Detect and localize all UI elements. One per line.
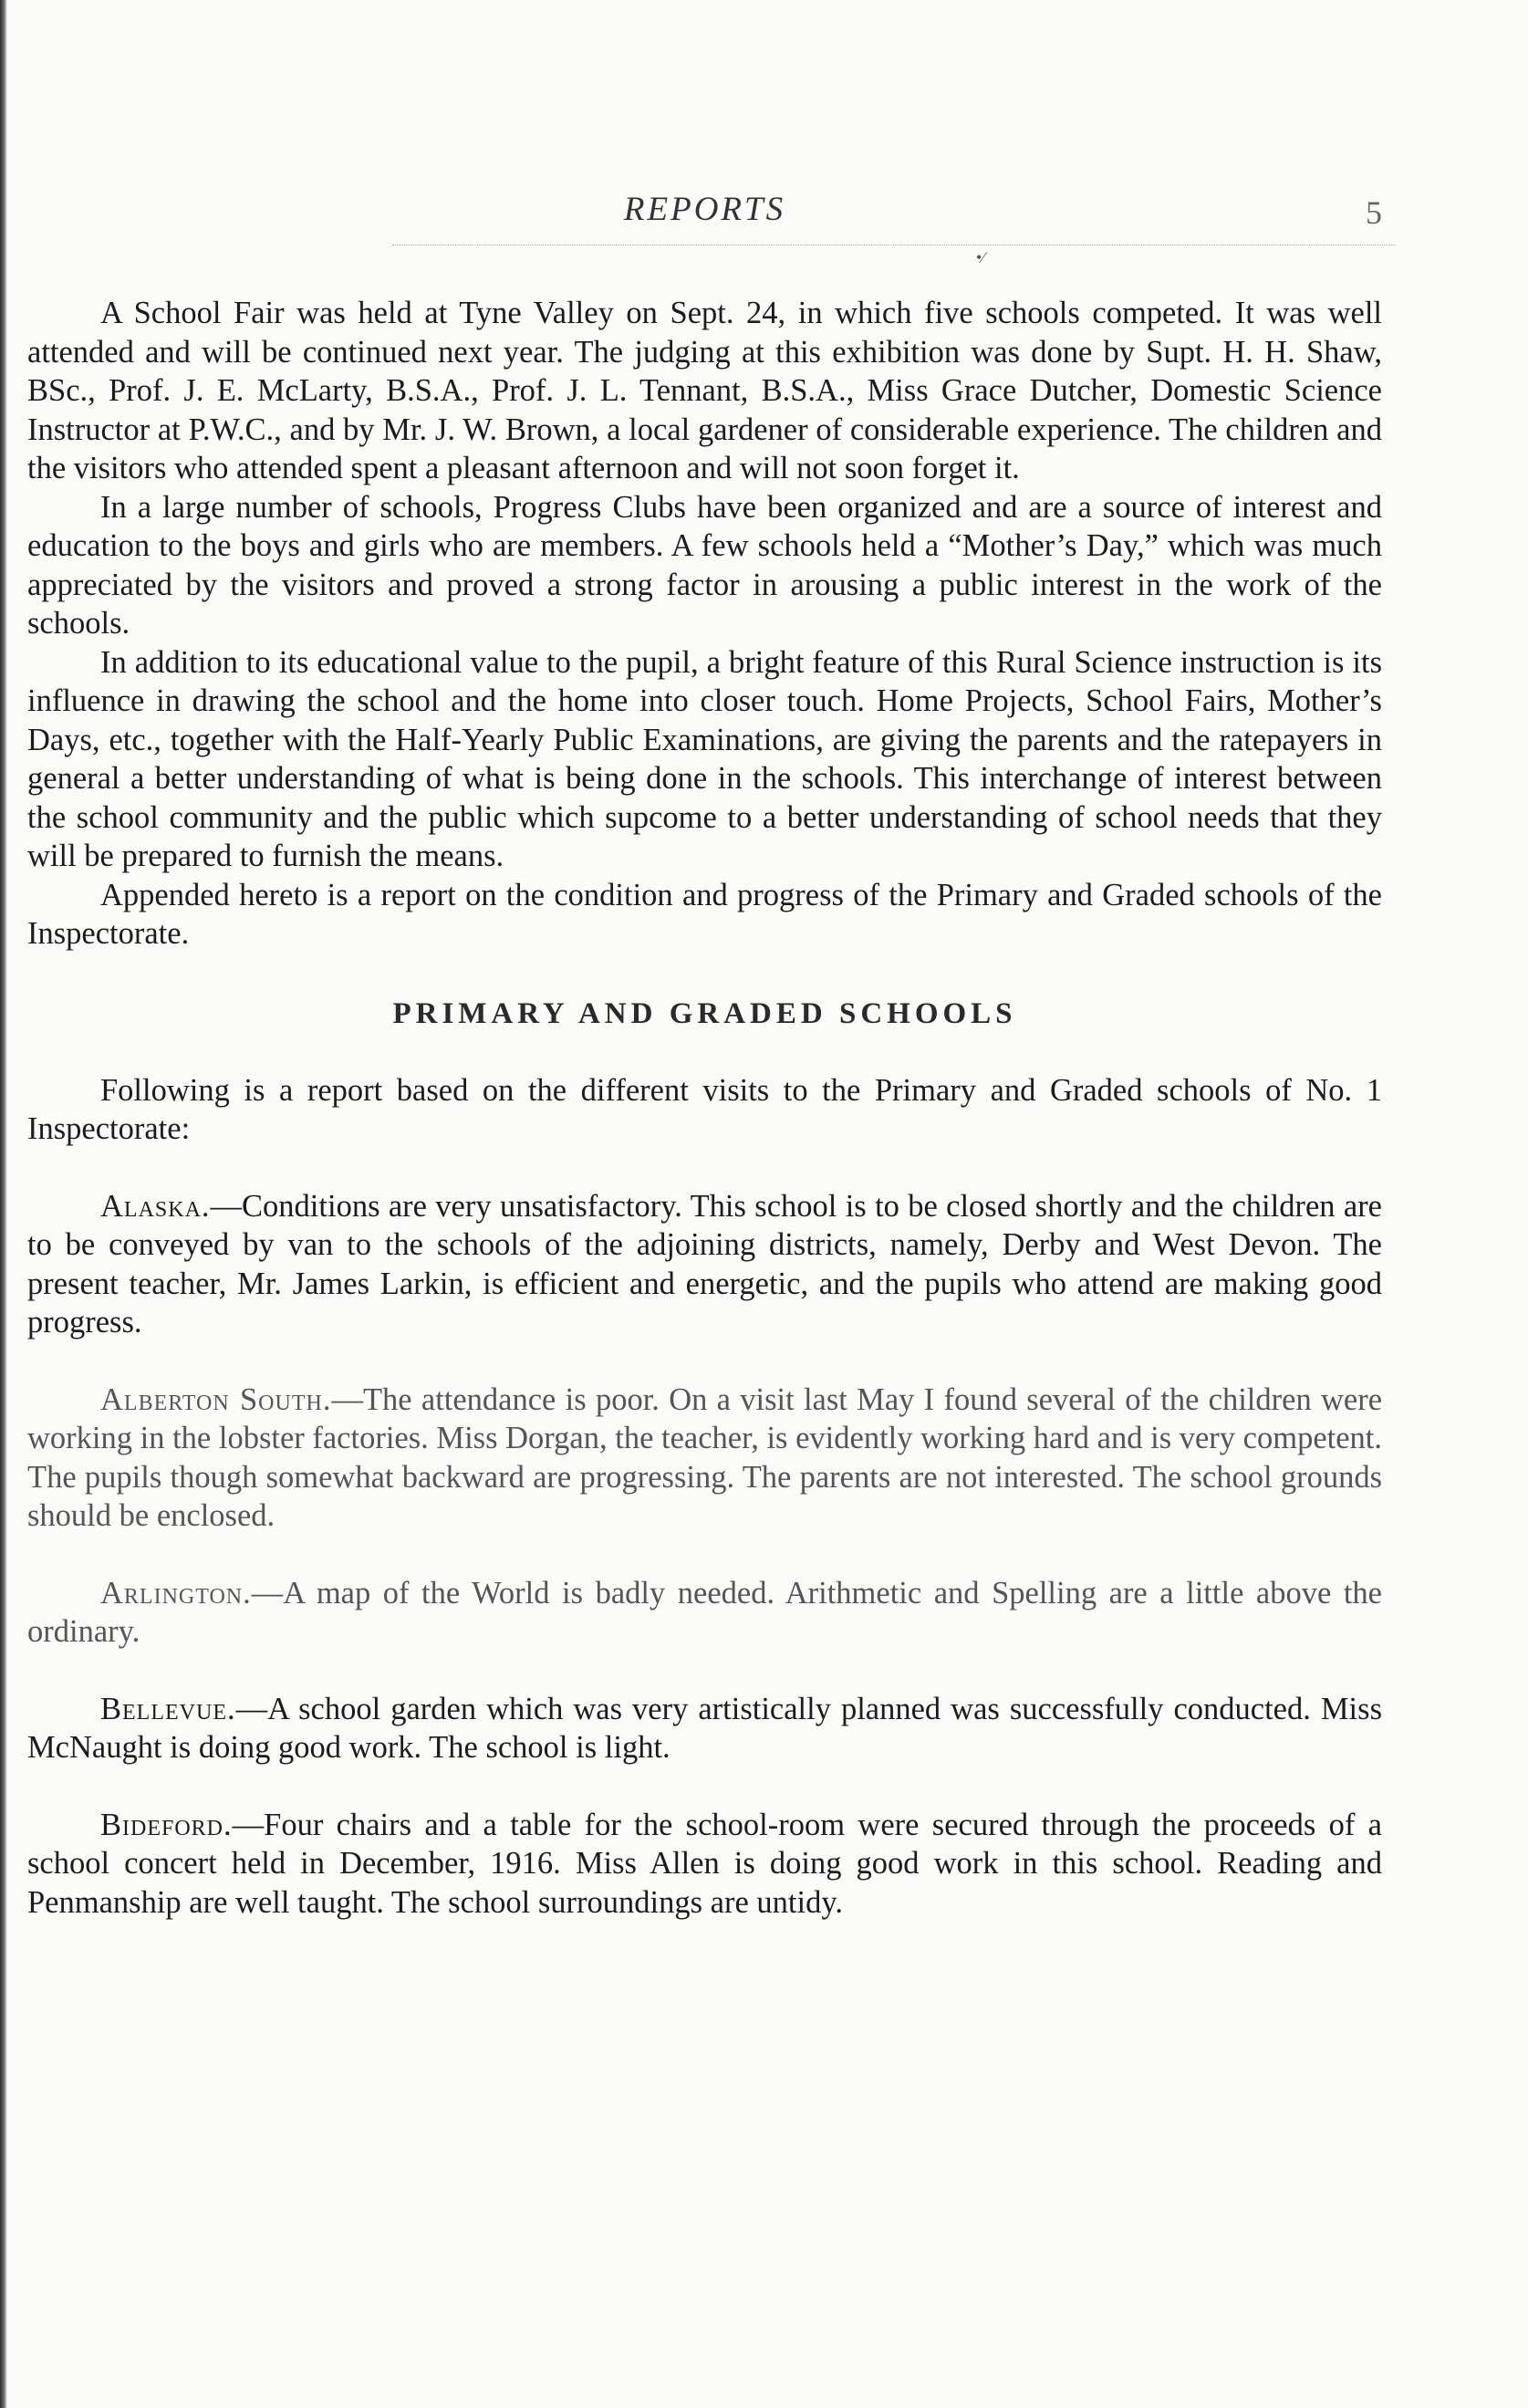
section-lead: Following is a report based on the different visits to the Primary and Graded schools of No. 1 Inspectorate: [27,1072,1382,1146]
school-entry-arlington [27,1574,1382,1652]
school-name: Bideford. [100,1807,233,1842]
intro-paragraph-1: A School Fair was held at Tyne Valley on Sept. 24, in which five schools competed. It was well attended and will be continued next year. The judging at this exhibition was done by Supt. H. H. Shaw, BSc., Prof. J. E. McLarty, B.S.A., Prof. J. L. Tennant, B.S.A., Miss Grace Dutcher, Domestic Science Instructor at P.W.C., and by Mr. J. W. Brown, a local gardener of considerable experience. The children and the visitors who attended spent a pleasant afternoon and will not soon forget it. [27,296,1382,485]
running-title: REPORTS [623,191,786,228]
school-entry-alaska [27,1187,1382,1342]
intro-paragraph-3: In addition to its educational value to the pupil, a bright feature of this Rural Science instruction is its influence in drawing the school and the home into closer touch. Home Projects, School Fairs, Mother’s Days, etc., together with the Half-Yearly Public Examinations, are giving the parents and the ratepayers in general a better understanding of what is being done in the schools. This interchange of interest between the school community and the public which supcome to a better understanding of school needs that they will be prepared to furnish the means. [27,644,1382,873]
running-head [27,190,1382,245]
school-name: Arlington. [100,1575,252,1611]
school-entry-alberton-south [27,1381,1382,1536]
binding-edge [0,0,7,2408]
intro-paragraph-2: In a large number of schools, Progress Clubs have been organized and are a source of interest and education to the boys and girls who are members. A few schools held a “Mother’s Day,” which was much appreciated by the visitors and proved a strong factor in arousing a public interest in the work of the schools. [27,489,1382,641]
school-report: —A map of the World is badly needed. Arithmetic and Spelling are a little above the ordinary. [27,1575,1382,1649]
school-entry-bideford [27,1806,1382,1923]
school-name: Alaska. [100,1188,211,1224]
section-heading: PRIMARY AND GRADED SCHOOLS [392,996,1017,1030]
school-report: —Conditions are very unsatisfactory. This school is to be closed shortly and the children are to be conveyed by van to the schools of the adjoining districts, namely, Derby and West Devon. The present teacher, Mr. James Larkin, is efficient and energetic, and the pupils who attend are making good progress. [27,1188,1382,1340]
page-body [27,294,1382,1922]
ornament-mark: •∕ [976,248,985,266]
intro-paragraph-4: Appended hereto is a report on the condition and progress of the Primary and Graded schools of the Inspectorate. [27,877,1382,951]
school-name: Alberton South. [100,1381,332,1417]
school-report: —A school garden which was very artistically planned was successfully conducted. Miss McNaught is doing good work. The school is light. [27,1691,1382,1765]
page-number: 5 [1366,194,1382,231]
school-name: Bellevue. [100,1691,236,1726]
school-entry-bellevue [27,1690,1382,1767]
school-report: —The attendance is poor. On a visit last May I found several of the children were working in the lobster factories. Miss Dorgan, the teacher, is evidently working hard and is very competent. The pupils though somewhat backward are progressing. The parents are not interested. The school grounds should be enclosed. [27,1381,1383,1533]
school-report: —Four chairs and a table for the school-room were secured through the proceeds of a school concert held in December, 1916. Miss Allen is doing good work in this school. Reading and Penmanship are well taught. The school surroundings are untidy. [27,1807,1382,1920]
